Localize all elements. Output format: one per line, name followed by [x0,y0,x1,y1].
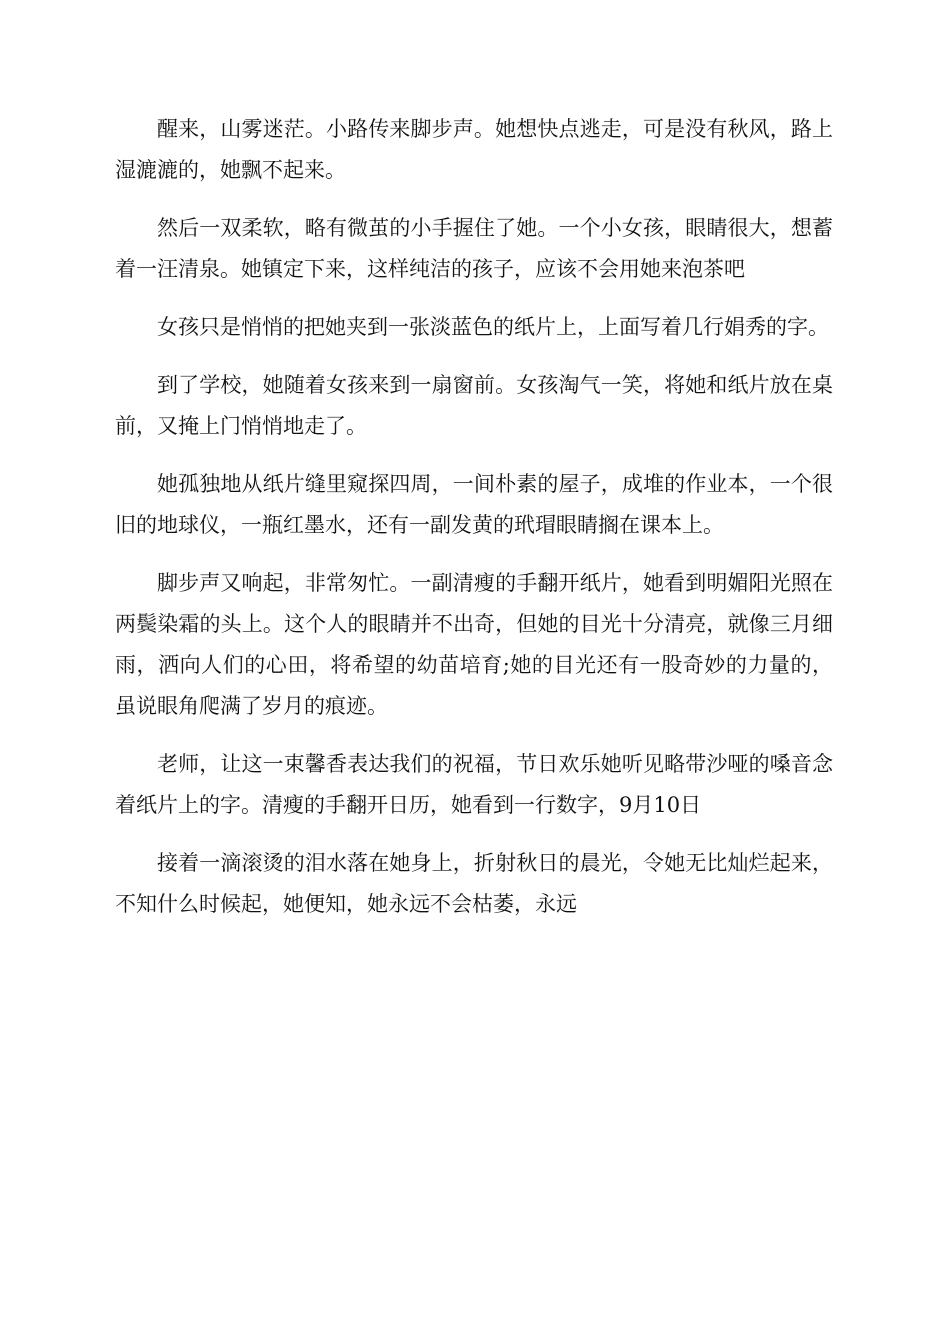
paragraph-2: 然后一双柔软，略有微茧的小手握住了她。一个小女孩，眼睛很大，想蓄着一汪清泉。她镇定下来，这样纯洁的孩子，应该不会用她来泡茶吧 [115,216,833,281]
paragraph-4: 到了学校，她随着女孩来到一扇窗前。女孩淘气一笑，将她和纸片放在桌前，又掩上门悄悄地走了。 [115,373,833,438]
document-body [115,109,833,942]
paragraph-7: 老师，让这一束馨香表达我们的祝福，节日欢乐她听见略带沙哑的嗓音念着纸片上的字。清瘦的手翻开日历，她看到一行数字，9月10日 [115,752,833,817]
paragraph-3: 女孩只是悄悄的把她夹到一张淡蓝色的纸片上，上面写着几行娟秀的字。 [157,315,829,339]
paragraph-5: 她孤独地从纸片缝里窥探四周，一间朴素的屋子，成堆的作业本，一个很旧的地球仪，一瓶红墨水，还有一副发黄的玳瑁眼睛搁在课本上。 [115,472,833,537]
paragraph-8: 接着一滴滚烫的泪水落在她身上，折射秋日的晨光，令她无比灿烂起来，不知什么时候起，她便知，她永远不会枯萎，永远 [115,851,833,916]
paragraph-6: 脚步声又响起，非常匆忙。一副清瘦的手翻开纸片，她看到明媚阳光照在两鬓染霜的头上。这个人的眼睛并不出奇，但她的目光十分清亮，就像三月细雨，洒向人们的心田，将希望的幼苗培育;她的目光还有一股奇妙的力量的，虽说眼角爬满了岁月的痕迹。 [115,571,833,718]
paragraph-1: 醒来，山雾迷茫。小路传来脚步声。她想快点逃走，可是没有秋风，路上湿漉漉的，她飘不起来。 [115,117,833,182]
